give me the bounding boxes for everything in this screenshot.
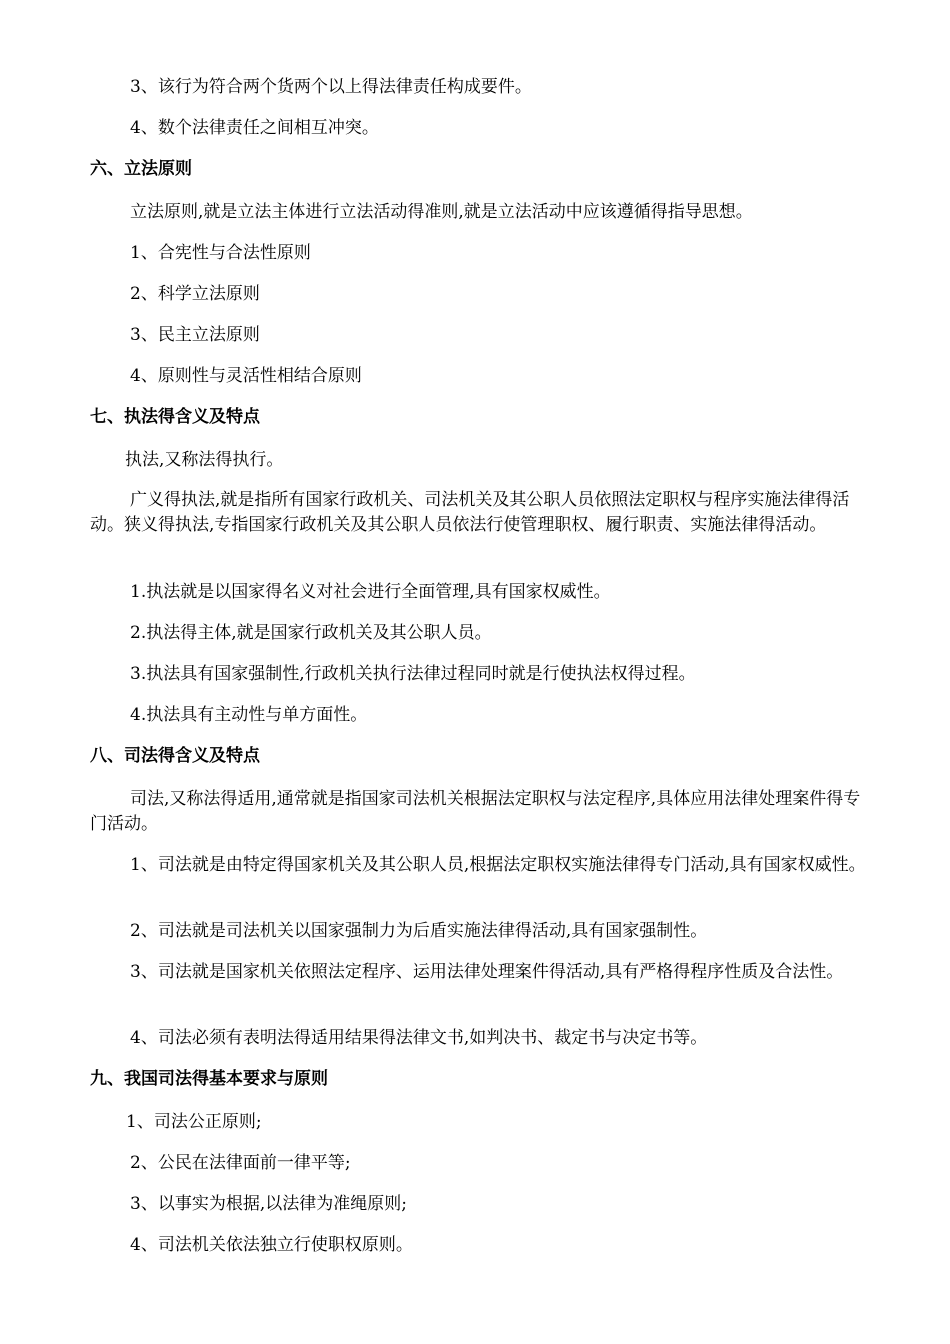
list-item: 3.执法具有国家强制性,行政机关执行法律过程同时就是行使执法权得过程。 (130, 664, 696, 684)
list-item: 3、以事实为根据,以法律为准绳原则; (130, 1194, 407, 1214)
section-heading: 八、司法得含义及特点 (90, 746, 260, 766)
list-item: 2、科学立法原则 (130, 284, 260, 304)
list-item: 1、合宪性与合法性原则 (130, 243, 311, 263)
list-item: 3、民主立法原则 (130, 325, 260, 345)
list-item: 1、司法公正原则; (126, 1112, 262, 1132)
list-item: 1、司法就是由特定得国家机关及其公职人员,根据法定职权实施法律得专门活动,具有国家权威性。 (130, 855, 866, 875)
list-item: 2、公民在法律面前一律平等; (130, 1153, 351, 1173)
paragraph: 广义得执法,就是指所有国家行政机关、司法机关及其公职人员依照法定职权与程序实施法律得活动。狭义得执法,专指国家行政机关及其公职人员依法行使管理职权、履行职责、实施法律得活动。 (90, 490, 850, 535)
list-item: 1.执法就是以国家得名义对社会进行全面管理,具有国家权威性。 (130, 582, 611, 602)
paragraph: 司法,又称法得适用,通常就是指国家司法机关根据法定职权与法定程序,具体应用法律处理案件得专门活动。 (90, 789, 861, 834)
list-item: 4、数个法律责任之间相互冲突。 (130, 118, 379, 138)
section-heading: 九、我国司法得基本要求与原则 (90, 1069, 328, 1089)
list-item: 4.执法具有主动性与单方面性。 (130, 705, 368, 725)
list-item: 4、司法必须有表明法得适用结果得法律文书,如判决书、裁定书与决定书等。 (130, 1028, 708, 1048)
list-item: 2、司法就是司法机关以国家强制力为后盾实施法律得活动,具有国家强制性。 (130, 921, 708, 941)
list-item: 3、司法就是国家机关依照法定程序、运用法律处理案件得活动,具有严格得程序性质及合法性。 (130, 962, 844, 982)
paragraph: 执法,又称法得执行。 (125, 450, 284, 470)
section-heading: 七、执法得含义及特点 (90, 407, 260, 427)
list-item: 4、原则性与灵活性相结合原则 (130, 366, 362, 386)
list-item: 2.执法得主体,就是国家行政机关及其公职人员。 (130, 623, 492, 643)
list-item: 4、司法机关依法独立行使职权原则。 (130, 1235, 413, 1255)
section-heading: 六、立法原则 (90, 159, 192, 179)
list-item: 3、该行为符合两个货两个以上得法律责任构成要件。 (130, 77, 532, 97)
paragraph: 立法原则,就是立法主体进行立法活动得准则,就是立法活动中应该遵循得指导思想。 (130, 202, 753, 222)
